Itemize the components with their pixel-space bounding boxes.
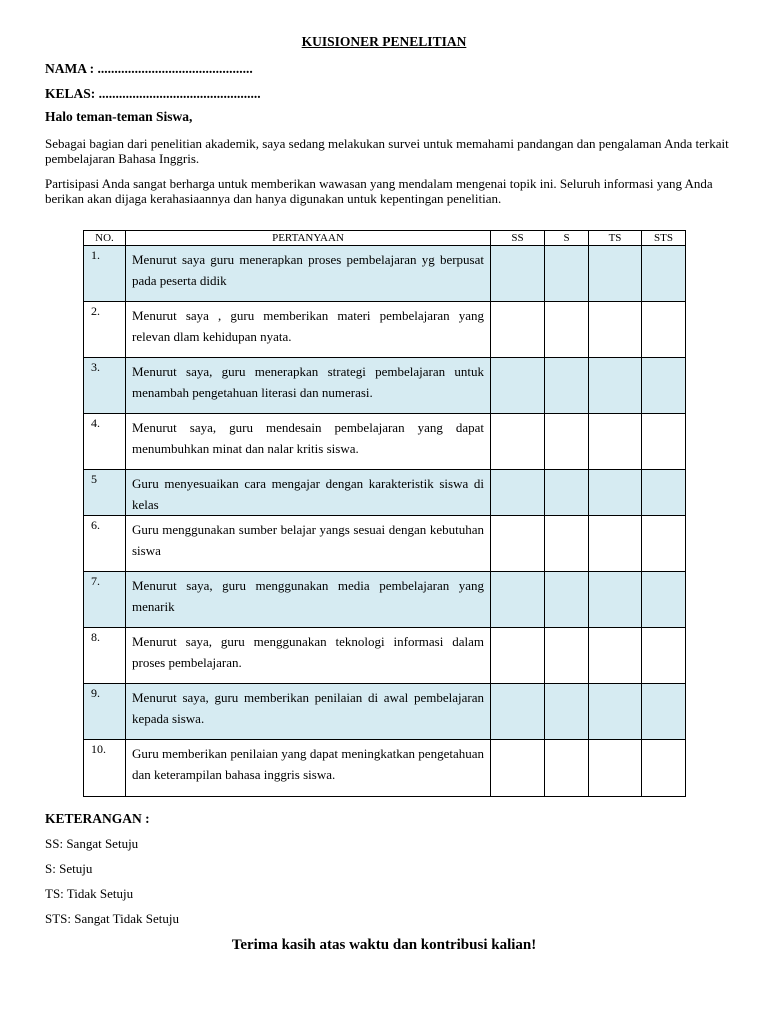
row-number: 10. bbox=[84, 740, 126, 797]
question-text: Guru memberikan penilaian yang dapat meningkatkan pengetahuan dan keterampilan bahasa inggris siswa. bbox=[126, 740, 491, 797]
table-header-row bbox=[84, 231, 686, 246]
name-field[interactable]: NAMA : .............................................. bbox=[45, 61, 253, 76]
thanks-message: Terima kasih atas waktu dan kontribusi kalian! bbox=[231, 937, 537, 953]
header-question: PERTANYAAN bbox=[126, 231, 491, 246]
row-number: 2. bbox=[84, 302, 126, 358]
row-number: 6. bbox=[84, 516, 126, 572]
answer-cell-ts[interactable] bbox=[589, 246, 642, 302]
answer-cell-ss[interactable] bbox=[491, 740, 545, 797]
legend-item-ss: SS: Sangat Setuju bbox=[45, 836, 139, 851]
class-field[interactable]: KELAS: ................................................ bbox=[45, 86, 261, 101]
answer-cell-ss[interactable] bbox=[491, 516, 545, 572]
answer-cell-s[interactable] bbox=[545, 302, 589, 358]
answer-cell-ss[interactable] bbox=[491, 414, 545, 470]
answer-cell-s[interactable] bbox=[545, 516, 589, 572]
answer-cell-ts[interactable] bbox=[589, 572, 642, 628]
answer-cell-ts[interactable] bbox=[589, 740, 642, 797]
answer-cell-ss[interactable] bbox=[491, 684, 545, 740]
table-row bbox=[84, 628, 686, 684]
answer-cell-s[interactable] bbox=[545, 740, 589, 797]
legend-item-ts: TS: Tidak Setuju bbox=[45, 886, 134, 901]
question-text: Menurut saya, guru memberikan penilaian di awal pembelajaran kepada siswa. bbox=[126, 684, 491, 740]
answer-cell-ss[interactable] bbox=[491, 470, 545, 516]
question-text: Menurut saya , guru memberikan materi pembelajaran yang relevan dlam kehidupan nyata. bbox=[126, 302, 491, 358]
table-row bbox=[84, 572, 686, 628]
answer-cell-ss[interactable] bbox=[491, 302, 545, 358]
answer-cell-ts[interactable] bbox=[589, 516, 642, 572]
header-s: S bbox=[545, 231, 589, 246]
answer-cell-s[interactable] bbox=[545, 470, 589, 516]
header-sts: STS bbox=[642, 231, 686, 246]
answer-cell-sts[interactable] bbox=[642, 414, 686, 470]
answer-cell-sts[interactable] bbox=[642, 740, 686, 797]
answer-cell-ts[interactable] bbox=[589, 358, 642, 414]
row-number: 1. bbox=[84, 246, 126, 302]
row-number: 7. bbox=[84, 572, 126, 628]
question-text: Menurut saya guru menerapkan proses pembelajaran yg berpusat pada peserta didik bbox=[126, 246, 491, 302]
table-row bbox=[84, 414, 686, 470]
answer-cell-s[interactable] bbox=[545, 628, 589, 684]
answer-cell-ts[interactable] bbox=[589, 628, 642, 684]
answer-cell-ss[interactable] bbox=[491, 358, 545, 414]
legend-item-sts: STS: Sangat Tidak Setuju bbox=[45, 911, 179, 926]
questionnaire-table bbox=[83, 230, 686, 797]
answer-cell-sts[interactable] bbox=[642, 358, 686, 414]
question-text: Guru menggunakan sumber belajar yangs sesuai dengan kebutuhan siswa bbox=[126, 516, 491, 572]
answer-cell-s[interactable] bbox=[545, 358, 589, 414]
answer-cell-s[interactable] bbox=[545, 572, 589, 628]
table-row bbox=[84, 516, 686, 572]
answer-cell-sts[interactable] bbox=[642, 572, 686, 628]
header-no: NO. bbox=[84, 231, 126, 246]
answer-cell-s[interactable] bbox=[545, 684, 589, 740]
header-ss: SS bbox=[491, 231, 545, 246]
participation-paragraph: Partisipasi Anda sangat berharga untuk memberikan wawasan yang mendalam mengenai topik ini. Seluruh informasi yang Anda berikan akan dijaga kerahasiaannya dan hanya digunakan untuk kepentingan penelitian. bbox=[45, 176, 713, 206]
answer-cell-sts[interactable] bbox=[642, 684, 686, 740]
intro-paragraph: Sebagai bagian dari penelitian akademik, saya sedang melakukan survei untuk memahami pandangan dan pengalaman Anda terkait pembelajaran Bahasa Inggris. bbox=[45, 136, 729, 166]
row-number: 8. bbox=[84, 628, 126, 684]
answer-cell-sts[interactable] bbox=[642, 628, 686, 684]
answer-cell-ts[interactable] bbox=[589, 470, 642, 516]
question-text: Menurut saya, guru menggunakan media pembelajaran yang menarik bbox=[126, 572, 491, 628]
question-text: Guru menyesuaikan cara mengajar dengan karakteristik siswa di kelas bbox=[126, 470, 491, 516]
table-row bbox=[84, 470, 686, 516]
answer-cell-ts[interactable] bbox=[589, 302, 642, 358]
question-text: Menurut saya, guru menggunakan teknologi informasi dalam proses pembelajaran. bbox=[126, 628, 491, 684]
header-ts: TS bbox=[589, 231, 642, 246]
answer-cell-sts[interactable] bbox=[642, 470, 686, 516]
answer-cell-sts[interactable] bbox=[642, 246, 686, 302]
table-row bbox=[84, 684, 686, 740]
row-number: 5 bbox=[84, 470, 126, 516]
table-row bbox=[84, 246, 686, 302]
answer-cell-ss[interactable] bbox=[491, 246, 545, 302]
legend-item-s: S: Setuju bbox=[45, 861, 93, 876]
answer-cell-s[interactable] bbox=[545, 246, 589, 302]
table-row bbox=[84, 302, 686, 358]
table-row bbox=[84, 740, 686, 797]
greeting: Halo teman-teman Siswa, bbox=[45, 109, 193, 124]
row-number: 4. bbox=[84, 414, 126, 470]
question-text: Menurut saya, guru menerapkan strategi pembelajaran untuk menambah pengetahuan literasi dan numerasi. bbox=[126, 358, 491, 414]
answer-cell-ss[interactable] bbox=[491, 572, 545, 628]
table-row bbox=[84, 358, 686, 414]
question-text: Menurut saya, guru mendesain pembelajaran yang dapat menumbuhkan minat dan nalar kritis siswa. bbox=[126, 414, 491, 470]
answer-cell-sts[interactable] bbox=[642, 516, 686, 572]
legend-title: KETERANGAN : bbox=[45, 811, 150, 826]
answer-cell-ts[interactable] bbox=[589, 414, 642, 470]
page-title: KUISIONER PENELITIAN bbox=[301, 34, 467, 49]
answer-cell-ts[interactable] bbox=[589, 684, 642, 740]
answer-cell-s[interactable] bbox=[545, 414, 589, 470]
row-number: 9. bbox=[84, 684, 126, 740]
row-number: 3. bbox=[84, 358, 126, 414]
answer-cell-ss[interactable] bbox=[491, 628, 545, 684]
answer-cell-sts[interactable] bbox=[642, 302, 686, 358]
